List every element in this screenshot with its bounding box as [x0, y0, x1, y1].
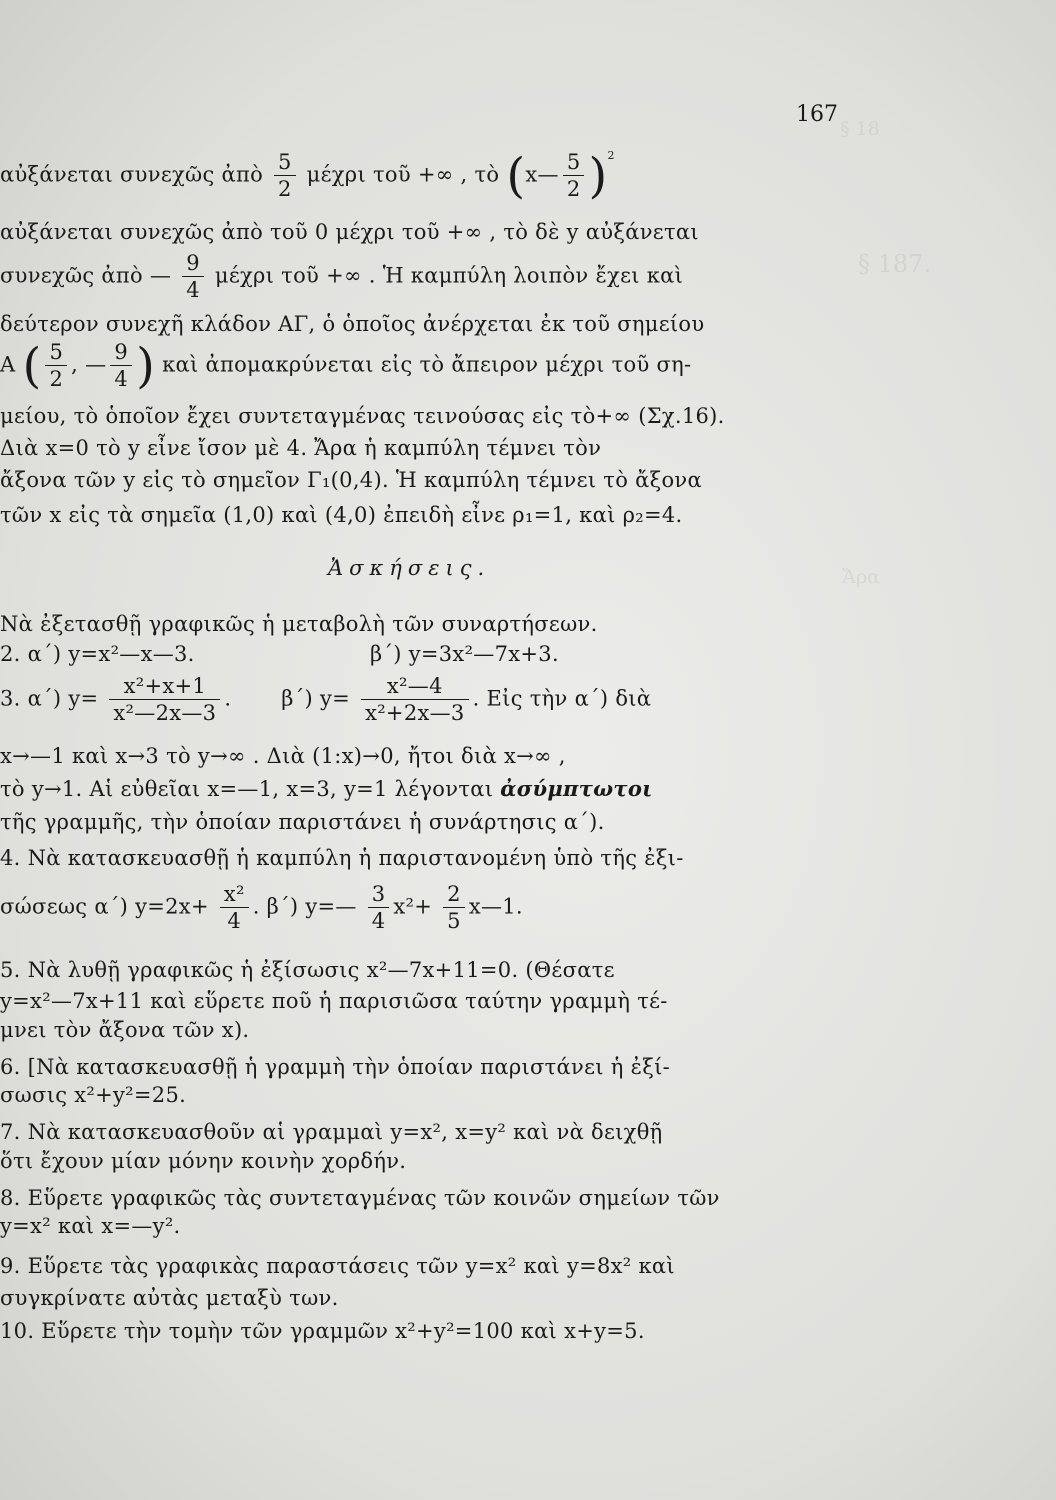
exercise-item: 2. α΄) y=x²—x—3. β΄) y=3x²—7x+3. [0, 642, 559, 666]
text-line: ὅτι ἔχουν μίαν μόνην κοινὴν χορδήν. [0, 1149, 407, 1173]
fraction: $\frac{5}{2}$ [274, 152, 296, 200]
fraction: $\frac{5}{2}$ [563, 152, 585, 200]
text-line: σώσεως α΄) y=2x+ $\frac{\text{x²}}{4}$ . β΄) y=— $\frac{3}{4}$ x²+ $\frac{2}{5}$ x—1. [0, 882, 523, 933]
text-line: y=x² καὶ x=—y². [0, 1214, 181, 1238]
text-line: 9. Εὕρετε τὰς γραφικὰς παραστάσεις τῶν y=x² καὶ y=8x² καὶ [0, 1254, 675, 1278]
fraction: $\frac{\text{x²}}{4}$ [220, 884, 249, 932]
fraction: $\frac{\text{x²+x+1}}{\text{x²—2x—3}}$ [109, 676, 220, 724]
fraction: $\frac{9}{4}$ [110, 342, 132, 390]
fraction: $\frac{\text{x²—4}}{\text{x²+2x—3}}$ [361, 676, 469, 724]
fraction: $\frac{5}{2}$ [45, 342, 67, 390]
text-line: y=x²—7x+11 καὶ εὕρετε ποῦ ἡ παρισιῶσα ταύτην γραμμὴ τέ- [0, 989, 668, 1013]
text-line: τὸ y→1. Αἱ εὐθεῖαι x=—1, x=3, y=1 λέγονται ἀσύμπτωτοι [0, 776, 653, 801]
text-line: x→—1 καὶ x→3 τὸ y→∞ . Διὰ (1:x)→0, ἤτοι διὰ x→∞ , [0, 744, 566, 768]
text-line: σωσις x²+y²=25. [0, 1083, 187, 1107]
text-line: 6. [Νὰ κατασκευασθῇ ἡ γραμμὴ τὴν ὁποίαν παριστάνει ἡ ἐξί- [0, 1055, 671, 1079]
text-line: τῆς γραμμῆς, τὴν ὁποίαν παριστάνει ἡ συνάρτησις α΄). [0, 810, 605, 834]
text-line: δεύτερον συνεχῆ κλάδον ΑΓ, ὁ ὁποῖος ἀνέρχεται ἐκ τοῦ σημείου [0, 312, 705, 336]
text-line: Διὰ x=0 τὸ y εἶνε ἴσον μὲ 4. Ἄρα ἡ καμπύλη τέμνει τὸν [0, 436, 602, 460]
bleedthrough-text: § 18 [840, 118, 880, 140]
bleedthrough-text: § 187. [858, 250, 932, 278]
text-line: μείου, τὸ ὁποῖον ἔχει συντεταγμένας τεινούσας εἰς τὸ+∞ (Σχ.16). [0, 404, 725, 428]
text-line: τῶν x εἰς τὰ σημεῖα (1,0) καὶ (4,0) ἐπειδὴ εἶνε ρ₁=1, καὶ ρ₂=4. [0, 503, 683, 527]
bleedthrough-text: Ἄρα [842, 566, 880, 588]
text-line: μνει τὸν ἄξονα τῶν x). [0, 1018, 250, 1042]
page-number: 167 [796, 102, 838, 127]
text-line: αὐξάνεται συνεχῶς ἀπὸ τοῦ 0 μέχρι τοῦ +∞ , τὸ δὲ y αὐξάνεται [0, 220, 699, 244]
exercise-item: 3. α΄) y= $\frac{\text{x²+x+1}}{\text{x²—2x—3}}$ . β΄) y= $\frac{\text{x²—4}}{\text{x²+2x—3}}$ . Εἰς τὴν α΄) διὰ [0, 674, 652, 725]
text-line: 7. Νὰ κατασκευασθοῦν αἱ γραμμαὶ y=x², x=y² καὶ νὰ δειχθῇ [0, 1120, 663, 1144]
section-heading: Ἀσκήσεις. [328, 556, 491, 580]
fraction: $\frac{2}{5}$ [443, 884, 465, 932]
text-line: 4. Νὰ κατασκευασθῇ ἡ καμπύλη ἡ παριστανομένη ὑπὸ τῆς ἐξι- [0, 846, 684, 870]
text-line: αὐξάνεται συνεχῶς ἀπὸ $\frac{5}{2}$ μέχρι τοῦ +∞ , τὸ (x— $\frac{5}{2}$ )$^2$ [0, 148, 615, 204]
text-line: 8. Εὕρετε γραφικῶς τὰς συντεταγμένας τῶν κοινῶν σημείων τῶν [0, 1186, 720, 1210]
text-line: συγκρίνατε αὐτὰς μεταξὺ των. [0, 1286, 339, 1310]
fraction: $\frac{3}{4}$ [368, 884, 390, 932]
text-line: Νὰ ἐξετασθῇ γραφικῶς ἡ μεταβολὴ τῶν συναρτήσεων. [0, 612, 598, 636]
text-line: Α ( $\frac{5}{2}$ , — $\frac{9}{4}$ ) καὶ ἀπομακρύνεται εἰς τὸ ἄπειρον μέχρι τοῦ ση- [0, 338, 692, 394]
text-line: 10. Εὕρετε τὴν τομὴν τῶν γραμμῶν x²+y²=100 καὶ x+y=5. [0, 1319, 645, 1343]
text-line: 5. Νὰ λυθῇ γραφικῶς ἡ ἐξίσωσις x²—7x+11=0. (Θέσατε [0, 958, 615, 982]
text-line: συνεχῶς ἀπὸ — $\frac{9}{4}$ μέχρι τοῦ +∞ . Ἡ καμπύλη λοιπὸν ἔχει καὶ [0, 251, 684, 302]
text-line: ἄξονα τῶν y εἰς τὸ σημεῖον Γ₁(0,4). Ἡ καμπύλη τέμνει τὸ ἄξονα [0, 468, 702, 492]
fraction: $\frac{9}{4}$ [182, 253, 204, 301]
